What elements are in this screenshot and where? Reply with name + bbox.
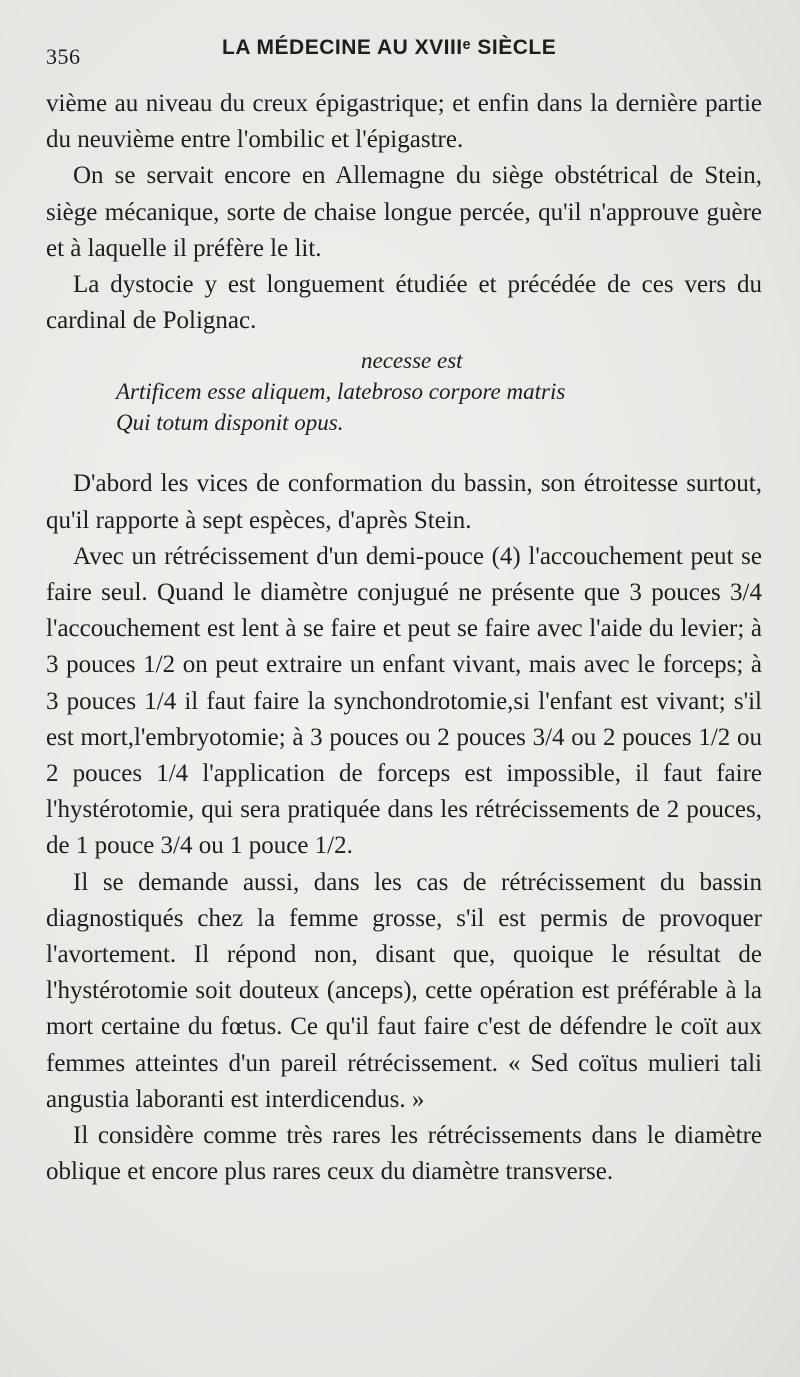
verse-line: Artificem esse aliquem, latebroso corpore matris <box>116 379 566 405</box>
spacer <box>46 448 762 466</box>
paragraph: Il considère comme très rares les rétrécissements dans le diamètre oblique et encore plus rares ceux du diamètre transverse. <box>46 1122 762 1186</box>
paragraph: On se servait encore en Allemagne du siège obstétrical de Stein, siège mécanique, sorte de chaise longue percée, qu'il n'approuve guère et à laquelle il préfère le lit. <box>46 162 762 262</box>
paragraph: Avec un rétrécissement d'un demi-pouce (4) l'accouchement peut se faire seul. Quand le diamètre conjugué ne présente que 3 pouces 3/4 l'accouchement est lent à se faire et peut se faire avec l'aide du levier; à 3 pouces 1/2 on peut extraire un enfant vivant, mais avec le forceps; à 3 pouces 1/4 il faut faire la synchondrotomie,si l'enfant est vivant; s'il est mort,l'embryotomie; à 3 pouces ou 2 pouces 3/4 ou 2 pouces 1/2 ou 2 pouces 1/4 l'application de forceps est impossible, il faut faire l'hystérotomie, qui sera pratiquée dans les rétrécissements de 2 pouces, de 1 pouce 3/4 ou 1 pouce 1/2. <box>46 542 762 860</box>
paragraph: Il se demande aussi, dans les cas de rétrécissement du bassin diagnostiqués chez la femme grosse, s'il est permis de provoquer l'avortement. Il répond non, disant que, quoique le résultat de l'hystérotomie soit douteux (anceps), cette opération est préférable à la mort certaine du fœtus. Ce qu'il faut faire c'est de défendre le coït aux femmes atteintes d'un pareil rétrécissement. « Sed coïtus mulieri tali angustia laboranti est interdicendus. » <box>46 868 762 1113</box>
paragraph: La dystocie y est longuement étudiée et précédée de ces vers du cardinal de Polignac. <box>46 271 762 335</box>
page-header <box>0 30 800 70</box>
verse-line: Qui totum disponit opus. <box>116 410 344 436</box>
paragraph: D'abord les vices de conformation du bassin, son étroitesse surtout, qu'il rapporte à sept espèces, d'après Stein. <box>46 470 762 534</box>
body-text <box>46 86 762 1190</box>
latin-verse-quote <box>46 345 762 438</box>
verse-line: necesse est <box>361 348 463 374</box>
paragraph-continued: vième au niveau du creux épigastrique; et enfin dans la dernière partie du neuvième entre l'ombilic et l'épigastre. <box>46 90 762 154</box>
running-title: LA MÉDECINE AU XVIIIᵉ SIÈCLE <box>222 36 557 59</box>
page-number: 356 <box>46 44 81 69</box>
